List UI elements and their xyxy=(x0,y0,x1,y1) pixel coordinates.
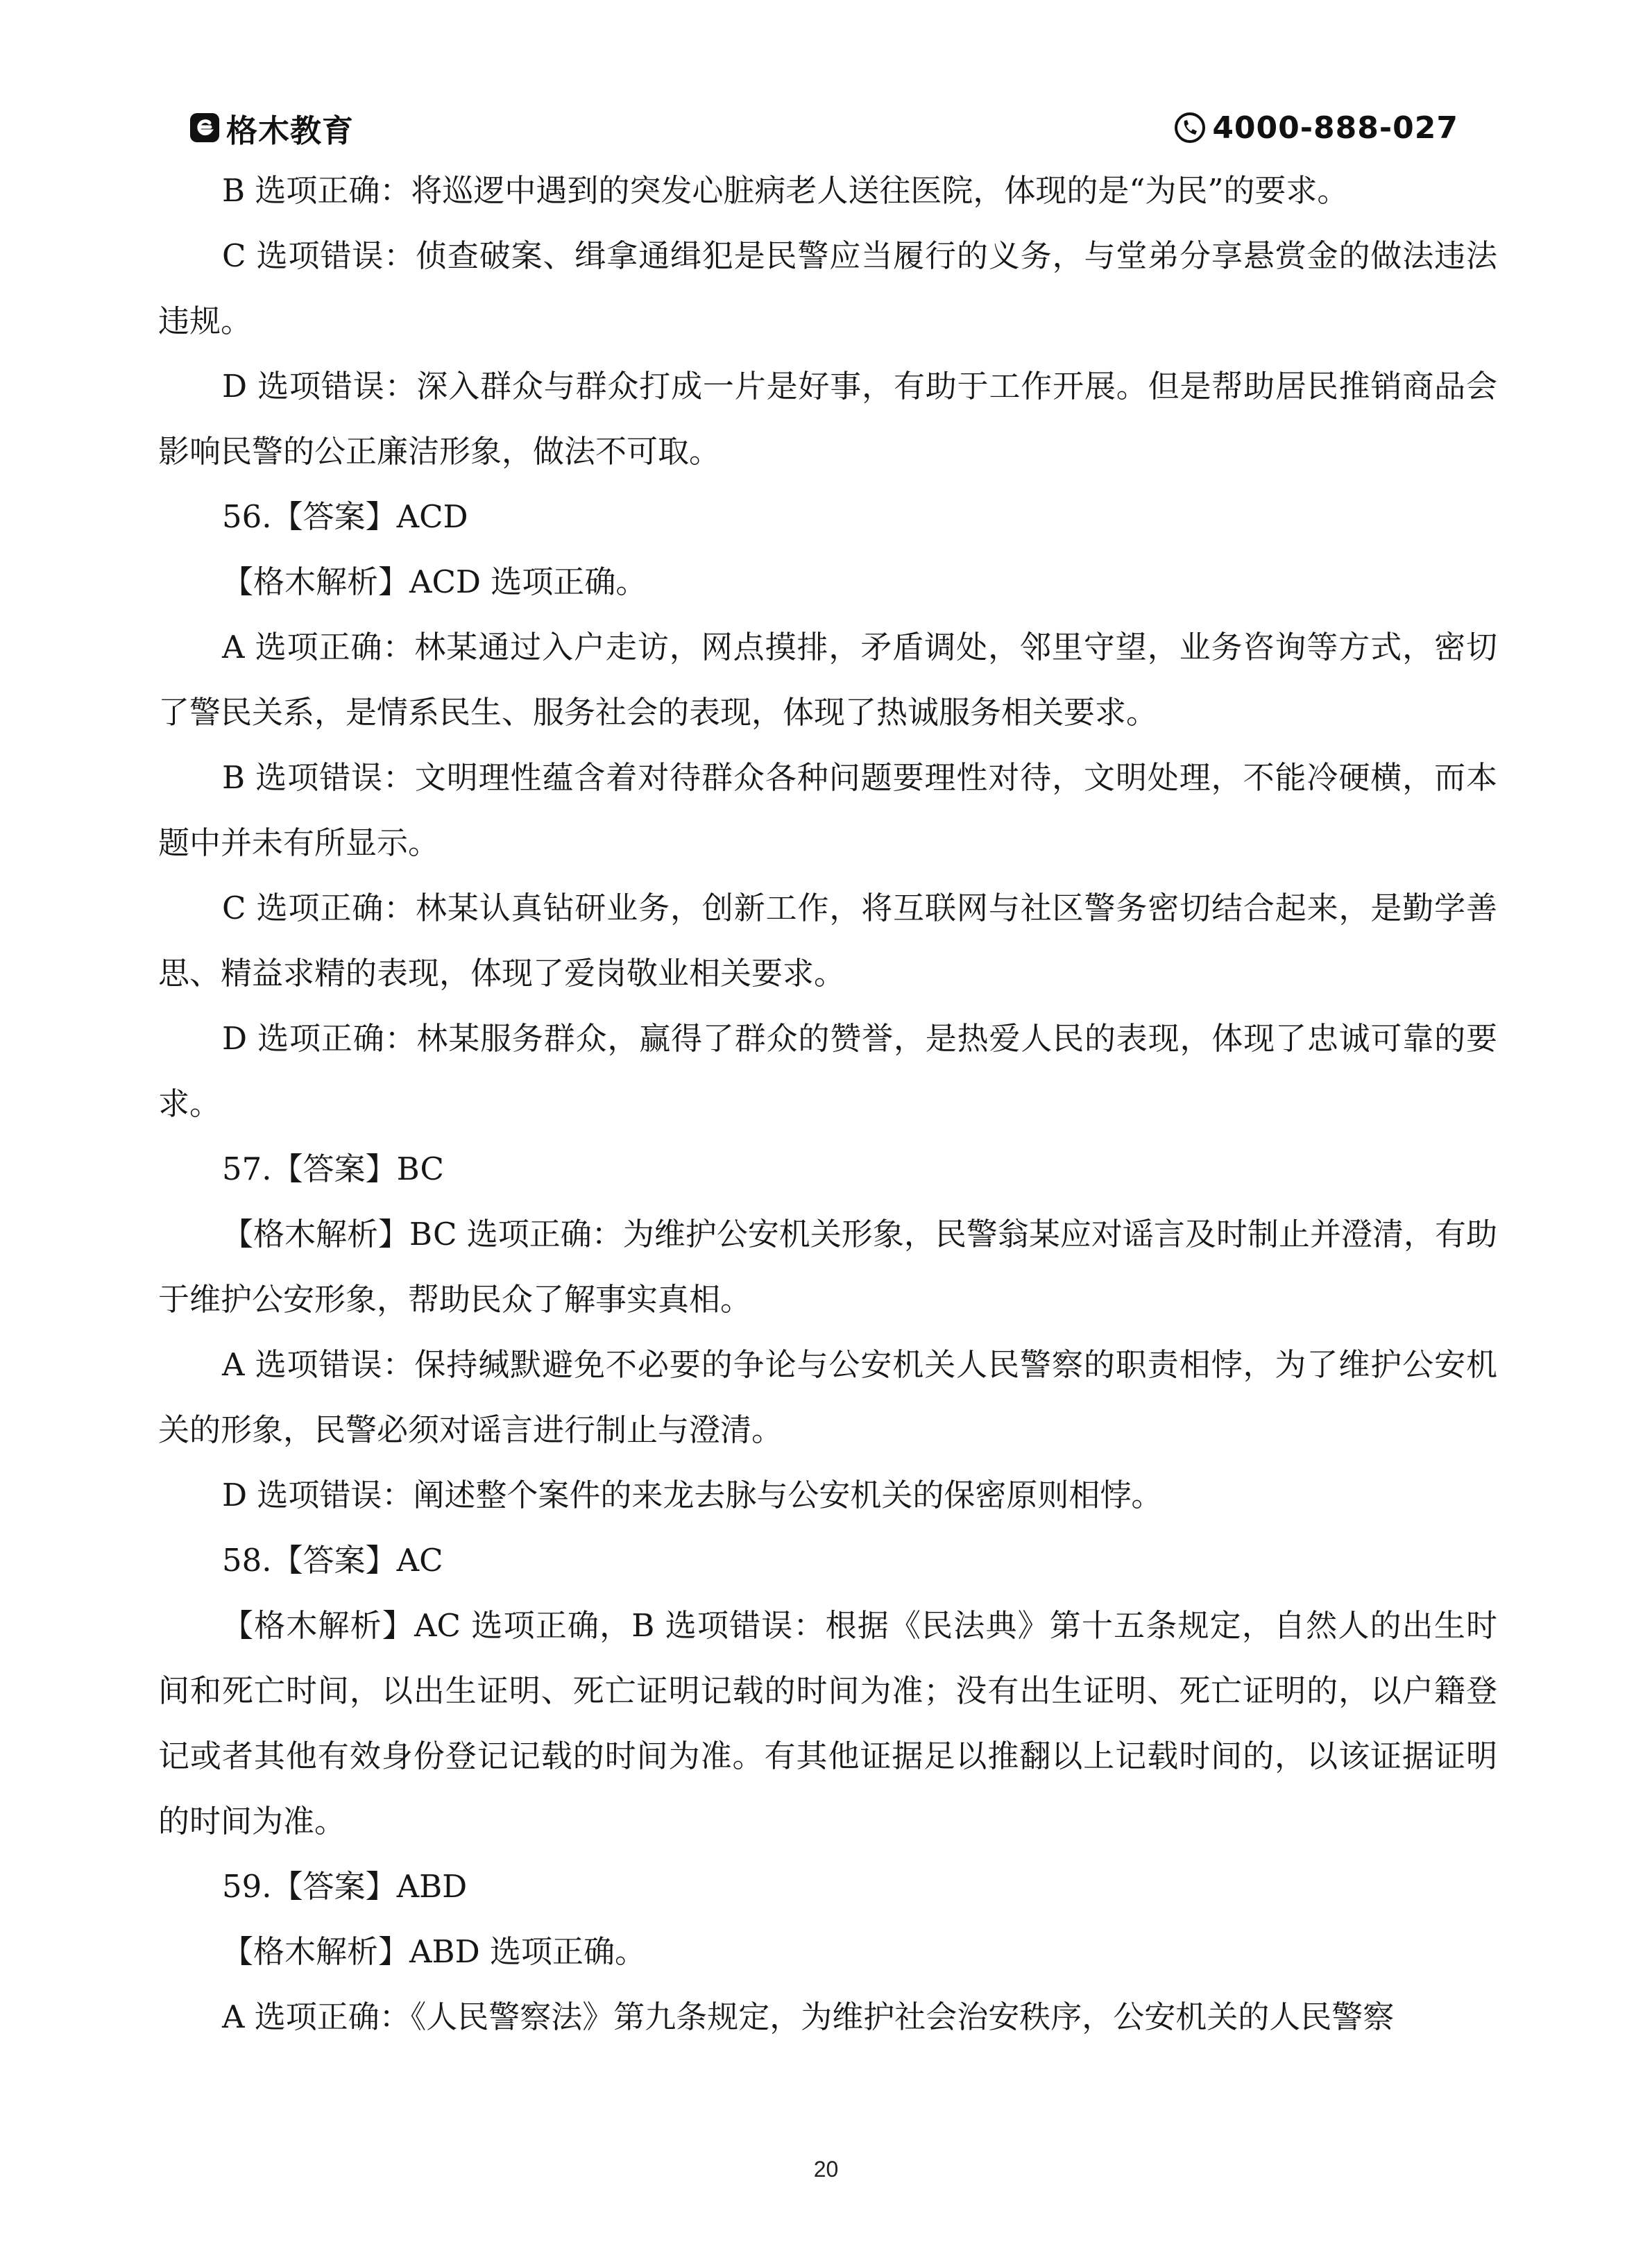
page-header xyxy=(189,103,1458,151)
paragraph-59-a: A 选项正确：《人民警察法》第九条规定，为维护社会治安秩序，公安机关的人民警察 xyxy=(222,1998,1395,2035)
analysis-58: 【格木解析】AC 选项正确，B 选项错误：根据《民法典》第十五条规定，自然人的出生时间和死亡时间，以出生证明、死亡证明记载的时间为准；没有出生证明、死亡证明的，以户籍登记或者其他有效身份登记记载的时间为准。有其他证据足以推翻以上记载时间的，以该证据证明的时间为准。 xyxy=(158,1607,1497,1840)
phone-number: 4000-888-027 xyxy=(1212,110,1458,146)
answer-56: 56.【答案】ACD xyxy=(222,498,468,535)
brand xyxy=(189,107,354,148)
gemu-logo-icon xyxy=(189,112,221,144)
analysis-56: 【格木解析】ACD 选项正确。 xyxy=(222,563,647,600)
brand-name: 格木教育 xyxy=(226,112,355,149)
paragraph-56-d: D 选项正确：林某服务群众，赢得了群众的赞誉，是热爱人民的表现，体现了忠诚可靠的要求。 xyxy=(158,1020,1497,1122)
paragraph-option-c-wrong: C 选项错误：侦查破案、缉拿通缉犯是民警应当履行的义务，与堂弟分享悬赏金的做法违法违规。 xyxy=(158,237,1497,339)
paragraph-56-a: A 选项正确：林某通过入户走访，网点摸排，矛盾调处，邻里守望，业务咨询等方式，密切了警民关系，是情系民生、服务社会的表现，体现了热诚服务相关要求。 xyxy=(158,629,1497,731)
phone-icon xyxy=(1173,111,1207,144)
answer-59: 59.【答案】ABD xyxy=(222,1868,468,1905)
paragraph-option-d-wrong: D 选项错误：深入群众与群众打成一片是好事，有助于工作开展。但是帮助居民推销商品会影响民警的公正廉洁形象，做法不可取。 xyxy=(158,368,1497,470)
paragraph-option-b-correct: B 选项正确：将巡逻中遇到的突发心脏病老人送往医院，体现的是“为民”的要求。 xyxy=(222,172,1349,209)
document-body xyxy=(158,158,1497,2050)
paragraph-56-b: B 选项错误：文明理性蕴含着对待群众各种问题要理性对待，文明处理，不能冷硬横，而本题中并未有所显示。 xyxy=(158,759,1497,861)
answer-58: 58.【答案】AC xyxy=(222,1542,443,1579)
answer-57: 57.【答案】BC xyxy=(222,1150,444,1187)
analysis-57: 【格木解析】BC 选项正确：为维护公安机关形象，民警翁某应对谣言及时制止并澄清，有助于维护公安形象，帮助民众了解事实真相。 xyxy=(158,1216,1497,1318)
paragraph-57-d: D 选项错误：阐述整个案件的来龙去脉与公安机关的保密原则相悖。 xyxy=(222,1477,1163,1513)
paragraph-56-c: C 选项正确：林某认真钻研业务，创新工作，将互联网与社区警务密切结合起来，是勤学善思、精益求精的表现，体现了爱岗敬业相关要求。 xyxy=(158,890,1497,992)
page-number: 20 xyxy=(813,2157,839,2182)
analysis-59: 【格木解析】ABD 选项正确。 xyxy=(222,1933,646,1970)
paragraph-57-a: A 选项错误：保持缄默避免不必要的争论与公安机关人民警察的职责相悖，为了维护公安机关的形象，民警必须对谣言进行制止与澄清。 xyxy=(158,1346,1497,1448)
hotline xyxy=(1173,107,1458,148)
